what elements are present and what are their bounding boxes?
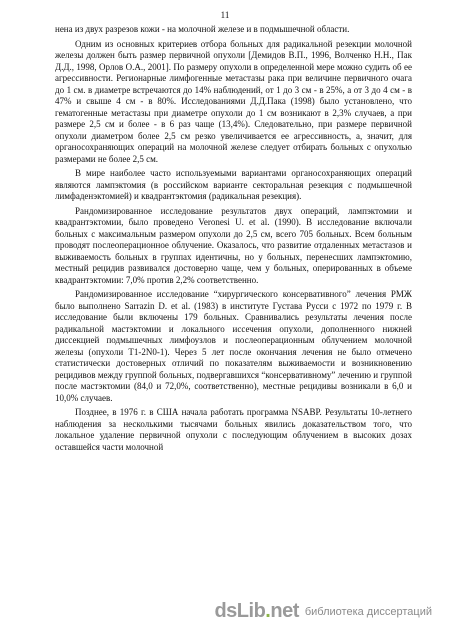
document-body — [55, 24, 412, 456]
watermark-caption: библиотека диссертаций — [304, 605, 432, 618]
paragraph-4: Рандомизированное исследование результатов двух операций, лампэктомии и квадрантэктомии, было проведено Veronesi U. et al. (1990). В исследование включали больных с максимальным размером опухоли до 2,5 см, всего 705 больных. Всем больным проводят послеоперационное облучение. Оказалось, что развитие отдаленных метастазов и выживаемость больных в группах идентичны, но у больных, перенесших лампэктомию, местный рецидив развивался достоверно чаще, чем у больных, оперированных в объеме квадрантэктомии: 7,0% против 2,2% соответственно. — [55, 205, 412, 285]
logo-main: dsLib — [214, 600, 266, 622]
page-number: 11 — [220, 10, 230, 20]
paragraph-2: Одним из основных критериев отбора больных для радикальной резекции молочной железы должен быть размер первичной опухоли [Демидов В.П., 1996, Волченко Н.Н., Пак Д.Д., 1998, Орлов О.А., 2001]. По размеру опухоли в определенной мере можно судить об ее агрессивности. Регионарные лимфогенные метастазы рака при величине первичного очага до 1 см. в диаметре встречаются до 14% наблюдений, от 1 до 3 см - в 25%, а от 3 до 4 см - в 47% и свыше 4 см - в 80%. Исследованиями Д.Д.Пака (1998) было установлено, что гематогенные метастазы при диаметре опухоли до 1 см возникают в 2,3% случаев, а при размере 2,5 см и более - в 6 раз чаще (13,4%). Следовательно, при размере первичной опухоли диаметром более 2,5 см резко увеличивается ее агрессивность, а, значит, для органосохраняющих операций на молочной железе следует отбирать больных с опухолью размерами не более 2,5 см. — [55, 38, 412, 164]
paragraph-6: Позднее, в 1976 г. в США начала работать программа NSABP. Результаты 10-летнего наблюдения за несколькими тысячами больных явились доказательством того, что локальное удаление первичной опухоли с последующим облучением в высоких дозах оставшейся части молочной — [55, 407, 412, 452]
dslib-logo — [214, 600, 298, 623]
logo-tld: net — [270, 600, 299, 622]
paragraph-5: Рандомизированное исследование “хирургического консервативного” лечения РМЖ было выполнено Sarrazin D. et al. (1983) в институте Густава Русси с 1972 по 1979 г. В исследование были включены 179 больных. Сравнивались результаты лечения после радикальной мастэктомии и локального иссечения опухоли, дополненного нижней диссекцией подмышечных лимфоузлов и послеоперационным облучением молочной железы (опухоли T1-2N0-1). Через 5 лет после окончания лечения не было отмечено статистически достоверных отличий по показателям выживаемости и возникновению рецидивов между группой больных, подвергавшихся “консервативному” лечению и группой после мастэктомии (84,0 и 72,0%, соответственно), местные рецидивы возникали в 6,0 и 10,0% случаев. — [55, 289, 412, 403]
paragraph-3: В мире наиболее часто используемыми вариантами органосохраняющих операций являются лампэктомия (в российском варианте секторальная резекция с подмышечной лимфаденэктомией) и квадрантэктомия (радикальная резекция). — [55, 168, 412, 201]
logo-dot: . — [265, 600, 271, 622]
paragraph-1: нена из двух разрезов кожи - на молочной железе и в подмышечной области. — [55, 24, 350, 34]
dslib-watermark — [210, 598, 436, 625]
